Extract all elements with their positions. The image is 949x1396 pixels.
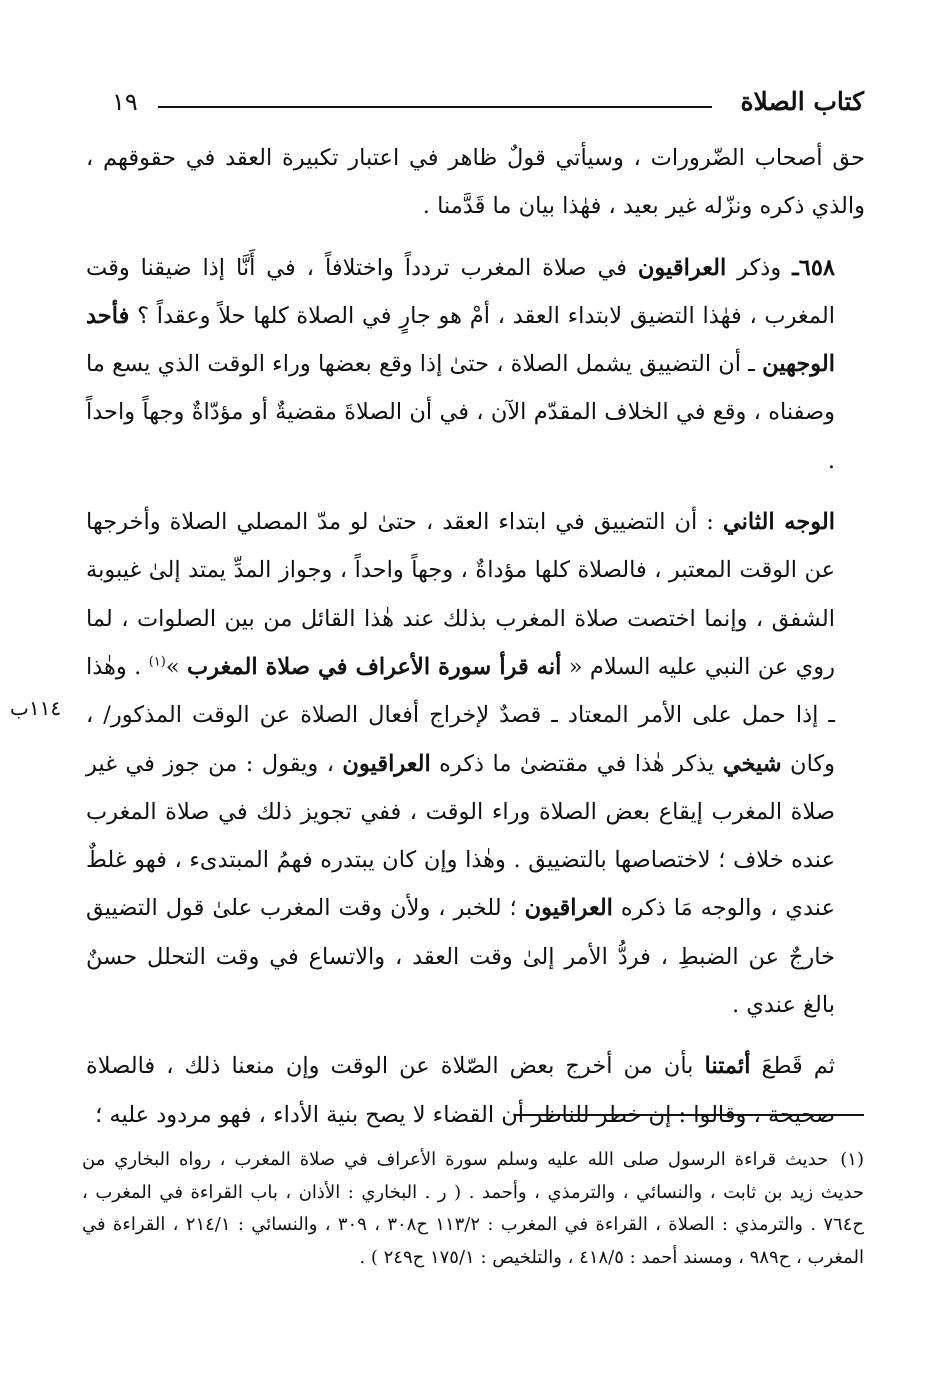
paragraph-imams: [86, 1042, 865, 1139]
hadith-quote: أنه قرأ سورة الأعراف في صلاة المغرب: [187, 653, 562, 680]
bold-term: أئمتنا: [704, 1053, 751, 1080]
chapter-title: كتاب الصلاة: [740, 87, 864, 116]
bold-term: العراقيون: [342, 750, 431, 777]
text-run: بأن من أخرج بعض الصّلاة عن الوقت وإن منعنا ذلك ، فالصلاة صحيحة ، وقالوا : إن خطر للناظر أن القضاء لا يصح بنية الأداء ، فهو مردود عليه ؛: [86, 1053, 835, 1128]
header-rule: [158, 106, 712, 108]
issue-number: ٦٥٨ـ: [792, 254, 835, 281]
text-run: : أن التضييق في ابتداء العقد ، حتىٰ لو مدّ المصلي الصلاة وأخرجها عن الوقت المعتبر ، فالصلاة كلها مؤداةٌ ، وجهاً واحداً ، وجواز المدِّ يمتد إلىٰ غيبوبة الشفق ، وإنما اختصت صلاة المغرب بذلك عند هٰذا القائل من بين الصلوات ، لما روي عن النبي عليه السلام «: [86, 509, 835, 680]
text-run: . وهٰذا ـ إذا حمل على الأمر المعتاد ـ قصدٌ لإخراج أفعال الصلاة عن الوقت المذكور/ ، وكان: [86, 653, 836, 777]
bold-term: الوجه الثاني: [722, 509, 835, 536]
paragraph-second-view: [86, 498, 865, 1029]
text-run: ؛ للخبر ، ولأن وقت المغرب علىٰ قول التضييق خارجٌ عن الضبطِ ، فردُّ الأمر إلىٰ وقت العقد ، والاتساع في وقت التحلل حسنٌ بالغ عندي .: [86, 895, 835, 1019]
paragraph-658: [86, 244, 865, 485]
footnote-text: حديث قراءة الرسول صلى الله عليه وسلم سورة الأعراف في صلاة المغرب ، رواه البخاري من حديث زيد بن ثابت ، والنسائي ، والترمذي ، وأحمد . ( ر . البخاري : الأذان ، باب القراءة في المغرب ، ح٧٦٤ . والترمذي : الصلاة ، القراءة في المغرب : ١١٣/٢ ح٣٠٨ ، ٣٠٩ ، والنسائي : ٢١٤/١ ، القراءة في المغرب ، ح٩٨٩ ، ومسند أحمد : ٤١٨/٥ ، والتلخيص : ١٧٥/١ ح٢٤٩ ) .: [82, 1149, 864, 1268]
text-run: ثم قَطعَ: [750, 1053, 835, 1080]
text-run: في صلاة المغرب تردداً واختلافاً ، في أَنَّا إذا ضيقنا وقت المغرب ، فهٰذا التضيق لابتداء العقد ، أمْ هو جارٍ في الصلاة كلها حلاً وعقداً ؟: [86, 254, 835, 329]
text-run: وذكر: [726, 254, 793, 281]
footnote-reference[interactable]: (١): [148, 654, 166, 670]
footnote-marker: (١): [840, 1149, 864, 1170]
footnote-separator: [514, 1114, 864, 1116]
bold-term: فأحد الوجهين: [86, 302, 835, 378]
text-run: »: [165, 653, 187, 680]
text-run: ، ويقول : من جوز في غير صلاة المغرب إيقاع بعض الصلاة وراء الوقت ، ففي تجويز ذلك في صلاة المغرب عنده خلاف ؛ لاختصاصها بالتضييق . وهٰذا وإن كان يبتدره فهمُ المبتدىء ، فهو غلطٌ عندي ، والوجه مَا ذكره: [86, 750, 835, 922]
text-run: يذكر هٰذا في مقتضىٰ ما ذكره: [430, 750, 723, 777]
bold-term: شيخي: [722, 750, 782, 777]
page-number: ١٩: [112, 88, 138, 116]
bold-term: العراقيون: [524, 895, 613, 922]
bold-term: العراقيون: [637, 254, 727, 281]
manuscript-folio-marker: ١١٤ب: [10, 696, 62, 720]
running-header: [112, 84, 864, 124]
main-text: [86, 134, 865, 1139]
footnote: [82, 1144, 864, 1274]
text-run: ـ أن التضييق يشمل الصلاة ، حتىٰ إذا وقع بعضها وراء الوقت الذي يسع ما وصفناه ، وقع في الخلاف المقدّم الآن ، في أن الصلاةَ مقضيةٌ أو مؤدّاةٌ وجهاً واحداً .: [86, 351, 835, 474]
paragraph-continuation: [86, 134, 865, 231]
paragraph-text: حق أصحاب الضّرورات ، وسيأتي قولٌ ظاهر في اعتبار تكبيرة العقد في حقوقهم ، والذي ذكره ونزّله غير بعيد ، فهٰذا بيان ما قَدَّمنا .: [86, 145, 865, 220]
